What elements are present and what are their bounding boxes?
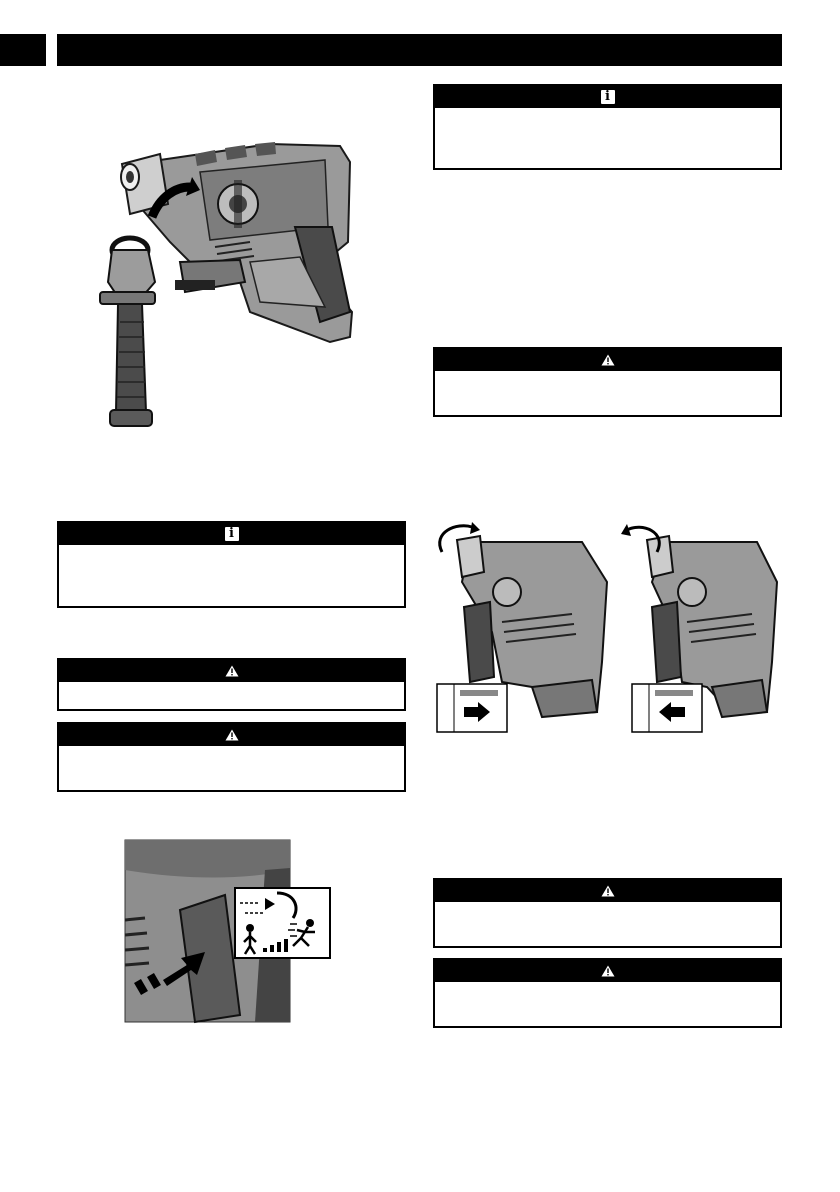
notice-header [59,660,404,682]
warning-notice-box [57,658,406,711]
notice-header [435,960,780,982]
rotation-direction-illustration [432,522,792,740]
info-notice-box [57,521,406,608]
warning-notice-box [433,878,782,948]
warning-notice-box [433,347,782,417]
rotation-forward-tool [437,522,607,732]
notice-header [435,86,780,108]
notice-header [59,724,404,746]
warning-notice-box [433,958,782,1028]
notice-header [435,349,780,371]
info-notice-box [433,84,782,170]
warning-triangle-icon [225,729,239,741]
warning-notice-box [57,722,406,792]
section-header-bar [57,34,782,66]
auxiliary-handle-illustration [100,132,370,432]
notice-header [59,523,404,545]
walking-person-icon [246,924,254,932]
info-icon: i [225,527,239,541]
page-number-tab [0,34,46,66]
notice-header [435,880,780,902]
warning-triangle-icon [601,965,615,977]
rotation-reverse-tool [621,524,777,732]
running-person-icon [306,919,314,927]
speed-control-pictogram [235,888,330,958]
warning-triangle-icon [601,885,615,897]
warning-triangle-icon [225,665,239,677]
info-icon: i [601,90,615,104]
warning-triangle-icon [601,354,615,366]
